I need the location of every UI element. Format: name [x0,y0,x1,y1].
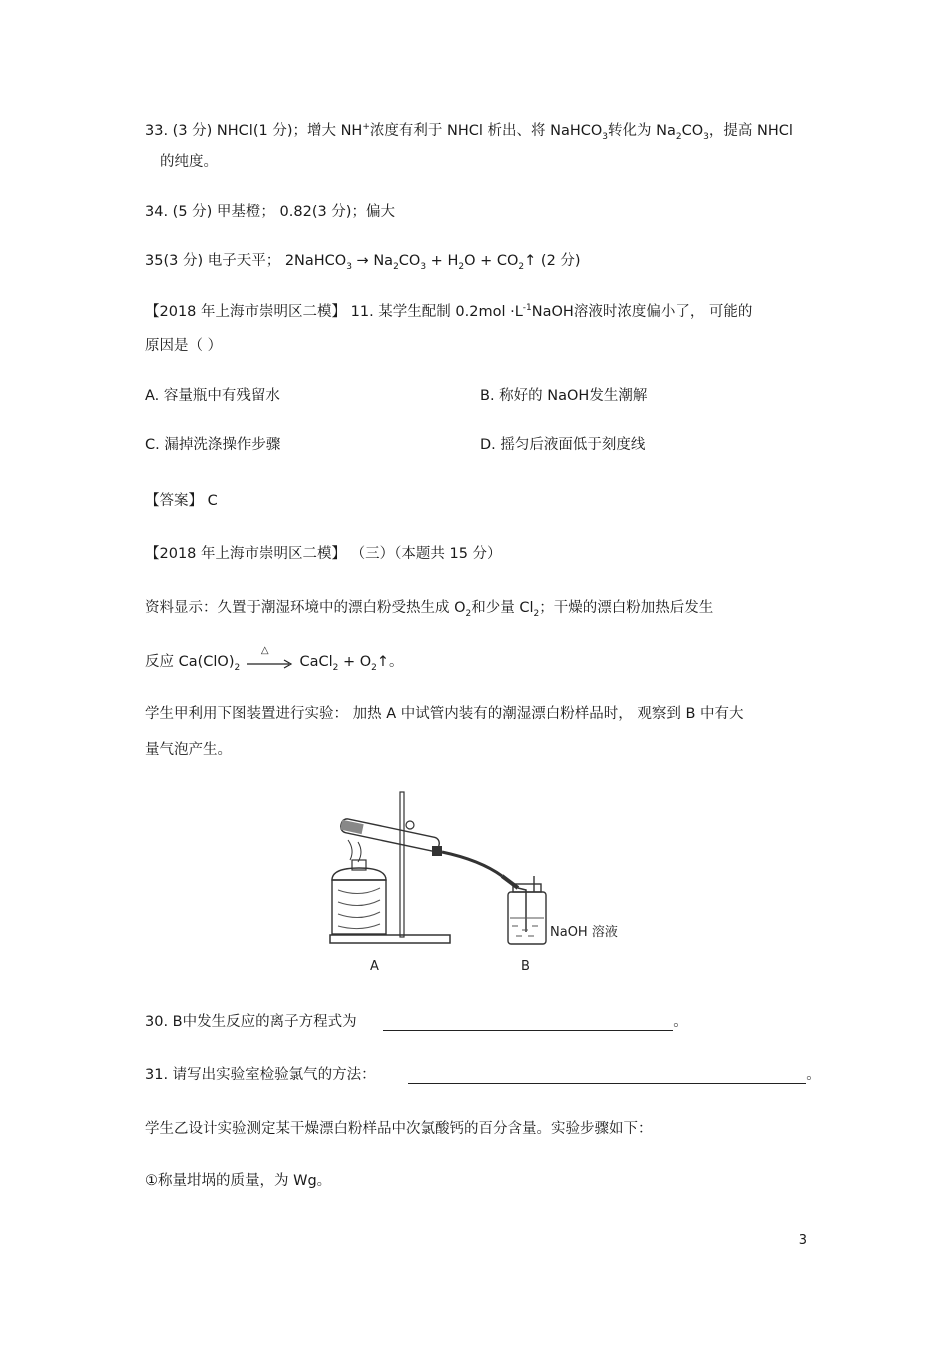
option-c: C. 漏掉洗涤操作步骤 [145,437,281,453]
answer-34: 34. (5 分) 甲基橙； 0.82(3 分)；偏大 [145,204,395,220]
reaction-equation: 反应 $Ca(ClO)_2$ △ CaCl$_2$ + $O_2↑$。 [145,645,404,673]
page-number: 3 [798,1233,807,1248]
info-paragraph: 资料显示：久置于潮湿环境中的漂白粉受热生成 $O_2$和少量 $Cl_2$；干燥的漂白粉加热后发生 [145,600,714,619]
label-a: A [370,959,379,974]
answer-blank-30[interactable] [383,1014,673,1031]
answer-blank-31[interactable] [408,1067,806,1084]
label-b: B [521,959,530,974]
label-naoh: NaOH 溶液 [550,925,618,940]
experiment-desc-line2: 量气泡产生。 [145,742,232,758]
question-11-stem-cont: 原因是（ ） [145,338,223,354]
experiment-desc-line1: 学生甲利用下图装置进行实验： 加热 A 中试管内装有的潮湿漂白粉样品时， 观察到 B 中有大 [145,706,744,722]
answer-33-line1: 33. (3 分) NHCl(1 分)；增大 NH+浓度有利于 NHCl 析出、将 NaHCO$_3$转化为 $Na_2CO_3$，提高 NHCl [145,122,793,142]
answer-33-line2: 的纯度。 [160,154,218,170]
section-heading: 【2018 年上海市崇明区二模】 （三）（本题共 15 分） [145,546,502,562]
apparatus-diagram [320,780,640,980]
step-1: ①称量坩埚的质量，为 Wg。 [145,1173,332,1189]
answer-35: 35(3 分) 电子天平； 2NaHCO$_3$ → $Na_2CO_3 + H_2O$ + $CO_2↑$ (2 分) [145,253,581,272]
option-d: D. 摇匀后液面低于刻度线 [480,437,646,453]
answer-label: 【答案】 C [145,493,218,509]
question-31: 31. 请写出实验室检验氯气的方法： 。 [145,1067,821,1083]
option-a: A. 容量瓶中有残留水 [145,388,280,404]
student-b-intro: 学生乙设计实验测定某干燥漂白粉样品中次氯酸钙的百分含量。实验步骤如下： [145,1121,653,1137]
heat-arrow: △ [245,655,295,669]
question-11-stem: 【2018 年上海市崇明区二模】 11. 某学生配制 $0.2mol \cdot L^{-1}NaOH$溶液时浓度偏小了， 可能的 [145,303,753,320]
option-b: B. 称好的 NaOH发生潮解 [480,388,648,404]
question-30: 30. B中发生反应的离子方程式为 。 [145,1014,688,1030]
